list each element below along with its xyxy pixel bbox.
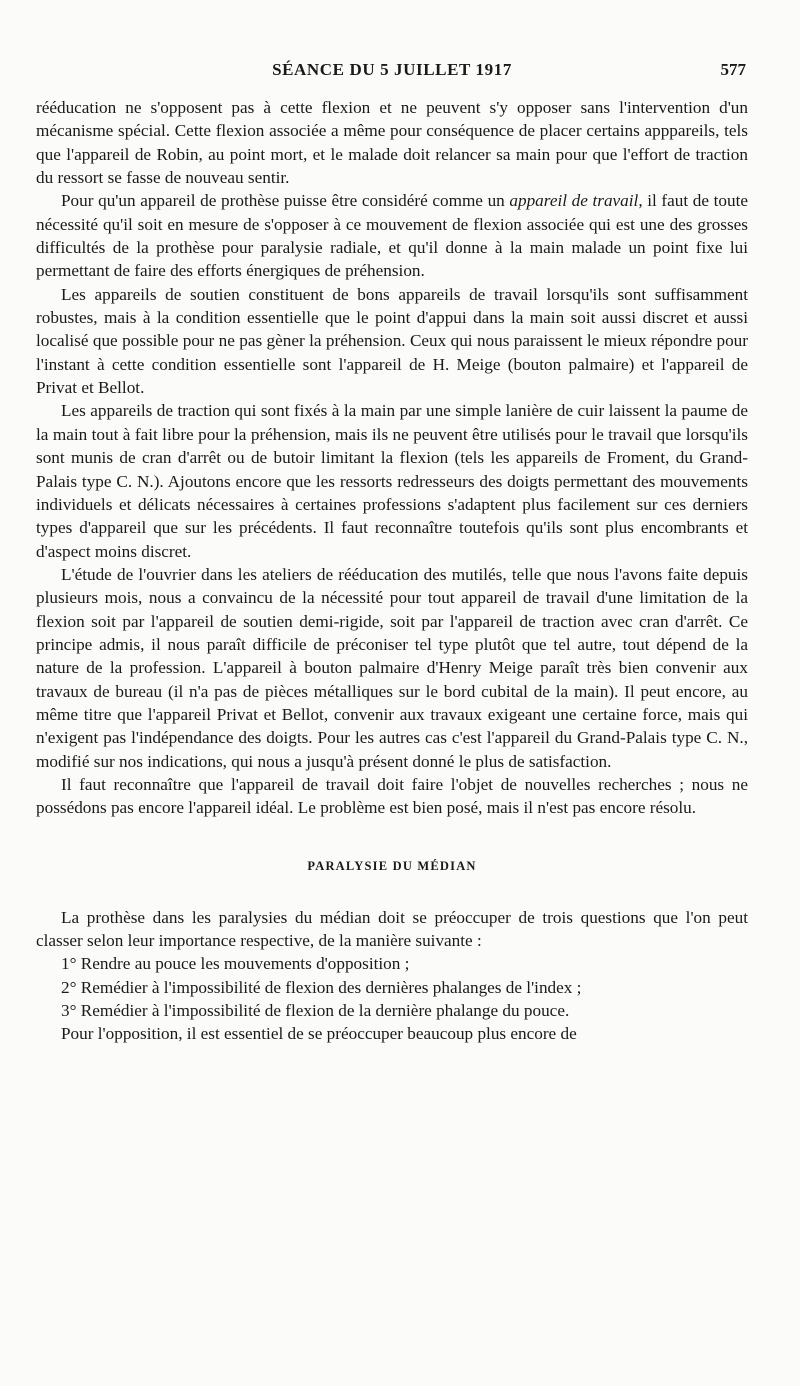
running-head <box>36 60 748 88</box>
paragraph-appareils-de-traction: Les appareils de traction qui sont fixés à la main par une simple lanière de cuir laissent la paume de la main tout à fait libre pour la préhension, mais ils ne peuvent être utilisés pour le travail que lorsqu'ils sont munis de cran d'arrêt ou de butoir limitant la flexion (tels les appareils de Froment, du Grand-Palais type C. N.). Ajoutons encore que les ressorts redresseurs des doigts permettant des mouvements individuels et délicats nécessaires à certaines professions s'adaptent plus facilement sur ces derniers types d'appareil que sur les précédents. Il faut reconnaître toutefois qu'ils sont plus encombrants et d'aspect moins discret. <box>36 401 748 561</box>
list-item: 2° Remédier à l'impossibilité de flexion des dernières phalanges de l'index ; <box>61 977 582 997</box>
page-number: 577 <box>720 60 746 79</box>
section-closing: Pour l'opposition, il est essentiel de se préoccuper beaucoup plus encore de <box>61 1024 577 1044</box>
page <box>36 0 748 1386</box>
emphasis-appareil-de-travail: appareil de travail <box>509 191 639 211</box>
paragraph-etude-ouvrier: L'étude de l'ouvrier dans les ateliers de rééducation des mutilés, telle que nous l'avons faite depuis plusieurs mois, nous a convaincu de la nécessité pour tout appareil de travail d'une limitation de la flexion soit par l'appareil de soutien demi-rigide, soit par l'appareil de traction avec cran d'arrêt. Ce principe admis, il nous paraît difficile de préconiser tel type plutôt que tel autre, tout dépend de la nature de la profession. L'appareil à bouton palmaire d'Henry Meige paraît très bien convenir aux travaux de bureau (il n'a pas de pièces métalliques sur le bord cubital de la main). Il peut encore, au même titre que l'appareil Privat et Bellot, convenir aux travaux exigeant une certaine force, mais qui n'exigent pas l'indépendance des doigts. Pour les autres cas c'est l'appareil du Grand-Palais type C. N., modifié sur nos indications, qui nous a jusqu'à présent donné le plus de satisfaction. <box>36 564 748 771</box>
running-title: SÉANCE DU 5 JUILLET 1917 <box>272 60 512 79</box>
body-text <box>36 96 748 1046</box>
paragraph-text-before: Pour qu'un appareil de prothèse puisse être considéré comme un <box>61 191 510 211</box>
list-item: 1° Rendre au pouce les mouvements d'opposition ; <box>61 954 410 974</box>
question-list <box>36 952 748 1022</box>
paragraph-continuation: rééducation ne s'opposent pas à cette flexion et ne peuvent s'y opposer sans l'intervention d'un mécanisme spécial. Cette flexion associée a même pour conséquence de placer certains apppareils, tels que l'appareil de Robin, au point mort, et le malade doit relancer sa main pour que l'effort de traction du ressort se fasse de nouveau sentir. <box>36 98 748 188</box>
paragraph-conclusion: Il faut reconnaître que l'appareil de travail doit faire l'objet de nouvelles recherches ; nous ne possédons pas encore l'appareil idéal. Le problème est bien posé, mais il n'est pas encore résolu. <box>36 774 748 818</box>
list-item: 3° Remédier à l'impossibilité de flexion de la dernière phalange du pouce. <box>61 1001 570 1021</box>
section-intro: La prothèse dans les paralysies du médian doit se préoccuper de trois questions que l'on peut classer selon leur importance respective, de la manière suivante : <box>36 907 748 950</box>
section-heading: PARALYSIE DU MÉDIAN <box>307 858 477 873</box>
paragraph-appareils-de-soutien: Les appareils de soutien constituent de bons appareils de travail lorsqu'ils sont suffisamment robustes, mais à la condition essentielle que le point d'appui dans la main soit aussi discret et aussi localisé que possible pour ne pas gèner la préhension. Ceux qui nous paraissent le mieux répondre pour l'instant à cette condition essentielle sont l'appareil de H. Meige (bouton palmaire) et l'appareil de Privat et Bellot. <box>36 284 748 398</box>
paragraph-text-after: , il faut de toute nécessité qu'il soit en mesure de s'opposer à ce mouvement de flexion associée qui est une des grosses difficultés de la prothèse pour paralysie radiale, et qu'il donne à la main malade un point fixe lui permettant de faire des efforts énergiques de préhension. <box>36 191 748 281</box>
paragraph-appareil-de-travail <box>36 189 748 282</box>
